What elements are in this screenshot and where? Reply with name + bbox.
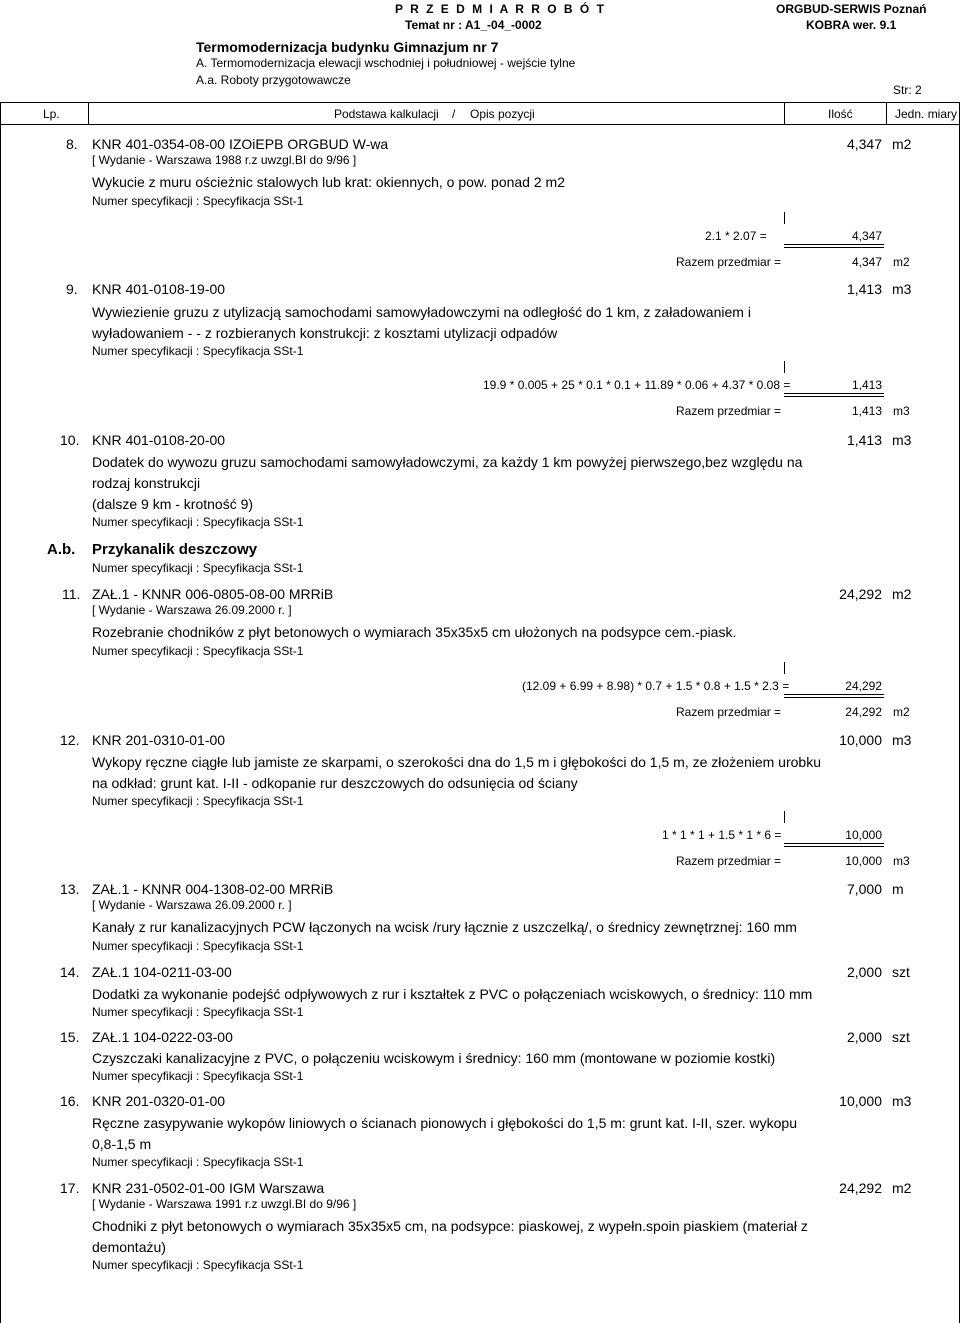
item-11-quantity: 24,292 <box>839 586 882 602</box>
item-12-unit: m3 <box>892 732 912 748</box>
section-a-title: A. Termomodernizacja elewacji wschodniej i południowej - wejście tylne <box>196 56 576 70</box>
item-12-description-line2: na odkład: grunt kat. I-II - odkopanie rur deszczowych do odsunięcia od ściany <box>92 775 578 791</box>
item-12-description-line1: Wykopy ręczne ciągłe lub jamiste ze skarpami, o szerokości dna do 1,5 m i głębokości do 1,5 m, ze złożeniem urobku <box>92 754 821 770</box>
table-header-bottom-border <box>0 124 960 125</box>
table-left-border <box>0 124 1 1323</box>
item-16-code: KNR 201-0320-01-00 <box>92 1093 226 1109</box>
item-12-quantity: 10,000 <box>839 732 882 748</box>
col-header-opis: Opis pozycji <box>470 107 535 121</box>
item-16-description-line1: Ręczne zasypywanie wykopów liniowych o ścianach pionowych i głębokości do 1,5 m: grunt kat. I-II, szer. wykopu <box>92 1115 798 1131</box>
item-9-spec: Numer specyfikacji : Specyfikacja SSt-1 <box>92 344 304 358</box>
item-8-edition: [ Wydanie - Warszawa 1988 r.z uwzgl.BI do 9/96 ] <box>92 153 357 167</box>
section-aa-title: A.a. Roboty przygotowawcze <box>196 73 351 87</box>
formula-tick <box>784 212 785 224</box>
sum-double-line <box>784 244 884 248</box>
page-number: Str: 2 <box>893 83 922 97</box>
item-16-unit: m3 <box>892 1093 912 1109</box>
item-17-quantity: 24,292 <box>839 1180 882 1196</box>
col-divider <box>0 102 1 125</box>
col-header-slash: / <box>452 107 456 121</box>
item-12-code: KNR 201-0310-01-00 <box>92 732 226 748</box>
item-16-quantity: 10,000 <box>839 1093 882 1109</box>
item-12-razem-value: 10,000 <box>845 854 882 868</box>
item-9-code: KNR 401-0108-19-00 <box>92 281 226 297</box>
item-9-formula: 19.9 * 0.005 + 25 * 0.1 * 0.1 + 11.89 * 0.06 + 4.37 * 0.08 = <box>483 378 791 392</box>
item-13-spec: Numer specyfikacji : Specyfikacja SSt-1 <box>92 939 304 953</box>
item-12-razem-label: Razem przedmiar = <box>676 854 782 868</box>
item-8-code: KNR 401-0354-08-00 IZOiEPB ORGBUD W-wa <box>92 136 389 152</box>
item-8-spec: Numer specyfikacji : Specyfikacja SSt-1 <box>92 194 304 208</box>
item-13-edition: [ Wydanie - Warszawa 26.09.2000 r. ] <box>92 898 292 912</box>
item-13-unit: m <box>892 881 904 897</box>
item-16-description-line2: 0,8-1,5 m <box>92 1136 152 1152</box>
col-divider <box>784 102 785 125</box>
item-14-code: ZAŁ.1 104-0211-03-00 <box>92 964 232 980</box>
item-11-edition: [ Wydanie - Warszawa 26.09.2000 r. ] <box>92 603 292 617</box>
item-11-razem-unit: m2 <box>893 705 910 719</box>
item-10-quantity: 1,413 <box>846 432 882 448</box>
item-14-description: Dodatki za wykonanie podejść odpływowych z rur i kształtek z PVC o połączeniach wciskowych, o średnicy: 110 mm <box>92 986 813 1002</box>
formula-tick <box>784 662 785 674</box>
item-9-razem-unit: m3 <box>893 404 910 418</box>
item-17-edition: [ Wydanie - Warszawa 1991 r.z uwzgl.BI do 9/96 ] <box>92 1197 357 1211</box>
table-top-border <box>0 102 960 103</box>
item-12-formula-value: 10,000 <box>845 828 882 842</box>
item-17-unit: m2 <box>892 1180 912 1196</box>
item-14-quantity: 2,000 <box>846 964 882 980</box>
item-15-quantity: 2,000 <box>846 1029 882 1045</box>
item-11-spec: Numer specyfikacji : Specyfikacja SSt-1 <box>92 644 304 658</box>
item-15-number: 15. <box>60 1029 80 1045</box>
formula-tick <box>784 811 785 823</box>
item-8-razem-value: 4,347 <box>851 255 882 269</box>
item-8-razem-label: Razem przedmiar = <box>676 255 782 269</box>
item-14-number: 14. <box>60 964 80 980</box>
item-11-razem-label: Razem przedmiar = <box>676 705 782 719</box>
software-version: KOBRA wer. 9.1 <box>806 18 897 32</box>
section-ab-number: A.b. <box>47 541 76 558</box>
item-15-unit: szt <box>892 1029 910 1045</box>
item-9-razem-value: 1,413 <box>851 404 882 418</box>
item-16-number: 16. <box>60 1093 80 1109</box>
item-11-description: Rozebranie chodników z płyt betonowych o wymiarach 35x35x5 cm ułożonych na podsypce cem.-piask. <box>92 624 737 640</box>
col-header-lp: Lp. <box>43 107 60 121</box>
sum-double-line <box>784 843 884 847</box>
formula-tick <box>784 361 785 373</box>
item-15-description: Czyszczaki kanalizacyjne z PVC, o połączeniu wciskowym i średnicy: 160 mm (montowane w poziomie kostki) <box>92 1050 776 1066</box>
item-10-description-line3: (dalsze 9 km - krotność 9) <box>92 496 254 512</box>
item-11-number: 11. <box>62 586 81 602</box>
sum-double-line <box>784 694 884 698</box>
item-9-number: 9. <box>66 281 78 297</box>
item-11-code: ZAŁ.1 - KNNR 006-0805-08-00 MRRiB <box>92 586 334 602</box>
item-12-razem-unit: m3 <box>893 854 910 868</box>
item-14-spec: Numer specyfikacji : Specyfikacja SSt-1 <box>92 1005 304 1019</box>
section-ab-spec: Numer specyfikacji : Specyfikacja SSt-1 <box>92 561 304 575</box>
item-8-number: 8. <box>66 136 78 152</box>
item-17-description-line1: Chodniki z płyt betonowych o wymiarach 35x35x5 cm, na podsypce: piaskowej, z wypełn.spoin piaskiem (materiał z <box>92 1218 808 1234</box>
item-10-description-line2: rodzaj konstrukcji <box>92 475 201 491</box>
item-16-spec: Numer specyfikacji : Specyfikacja SSt-1 <box>92 1155 304 1169</box>
item-8-description: Wykucie z muru ościeżnic stalowych lub krat: okiennych, o pow. ponad 2 m2 <box>92 174 565 190</box>
item-10-number: 10. <box>60 432 80 448</box>
project-title: Termomodernizacja budynku Gimnazjum nr 7 <box>196 39 499 55</box>
item-12-spec: Numer specyfikacji : Specyfikacja SSt-1 <box>92 794 304 808</box>
item-8-quantity: 4,347 <box>846 136 882 152</box>
topic-number: Temat nr : A1_-04_-0002 <box>405 18 542 32</box>
sum-double-line <box>784 393 884 397</box>
item-8-formula: 2.1 * 2.07 = <box>705 229 767 243</box>
item-9-unit: m3 <box>892 281 912 297</box>
item-9-formula-value: 1,413 <box>851 378 882 392</box>
item-10-description-line1: Dodatek do wywozu gruzu samochodami samowyładowczymi, za każdy 1 km powyżej pierwszego,bez względu na <box>92 454 803 470</box>
col-divider <box>886 102 887 125</box>
item-13-description: Kanały z rur kanalizacyjnych PCW łączonych na wcisk /rury łącznie z uszczelką/, o średnicy zewnętrznej: 160 mm <box>92 919 797 935</box>
col-header-podstawa: Podstawa kalkulacji <box>334 107 439 121</box>
item-9-description-line1: Wywiezienie gruzu z utylizacją samochodami samowyładowczymi na odległość do 1 km, z załadowaniem i <box>92 304 751 320</box>
item-15-spec: Numer specyfikacji : Specyfikacja SSt-1 <box>92 1069 304 1083</box>
item-8-razem-unit: m2 <box>893 255 910 269</box>
item-17-spec: Numer specyfikacji : Specyfikacja SSt-1 <box>92 1258 304 1272</box>
item-10-unit: m3 <box>892 432 912 448</box>
item-11-formula: (12.09 + 6.99 + 8.98) * 0.7 + 1.5 * 0.8 + 1.5 * 2.3 = <box>522 679 790 693</box>
col-divider <box>88 102 89 125</box>
item-11-formula-value: 24,292 <box>845 679 882 693</box>
item-12-number: 12. <box>60 732 80 748</box>
item-17-code: KNR 231-0502-01-00 IGM Warszawa <box>92 1180 325 1196</box>
item-9-quantity: 1,413 <box>846 281 882 297</box>
item-9-razem-label: Razem przedmiar = <box>676 404 782 418</box>
item-10-spec: Numer specyfikacji : Specyfikacja SSt-1 <box>92 515 304 529</box>
item-11-unit: m2 <box>892 586 912 602</box>
item-11-razem-value: 24,292 <box>845 705 882 719</box>
item-15-code: ZAŁ.1 104-0222-03-00 <box>92 1029 233 1045</box>
item-8-unit: m2 <box>892 136 912 152</box>
item-17-description-line2: demontażu) <box>92 1239 166 1255</box>
item-14-unit: szt <box>892 964 910 980</box>
col-header-jedn: Jedn. miary <box>895 107 958 121</box>
section-ab-title: Przykanalik deszczowy <box>92 541 258 558</box>
company-name: ORGBUD-SERWIS Poznań <box>776 2 927 16</box>
col-header-ilosc: Ilość <box>828 107 853 121</box>
item-17-number: 17. <box>60 1180 80 1196</box>
item-13-quantity: 7,000 <box>846 881 882 897</box>
item-8-formula-value: 4,347 <box>851 229 882 243</box>
item-13-code: ZAŁ.1 - KNNR 004-1308-02-00 MRRiB <box>92 881 334 897</box>
document-title: P R Z E D M I A R R O B Ó T <box>395 2 606 16</box>
item-12-formula: 1 * 1 * 1 + 1.5 * 1 * 6 = <box>662 828 782 842</box>
item-13-number: 13. <box>60 881 80 897</box>
item-10-code: KNR 401-0108-20-00 <box>92 432 226 448</box>
item-9-description-line2: wyładowaniem - - z rozbieranych konstrukcji: z kosztami utylizacji odpadów <box>92 325 558 341</box>
